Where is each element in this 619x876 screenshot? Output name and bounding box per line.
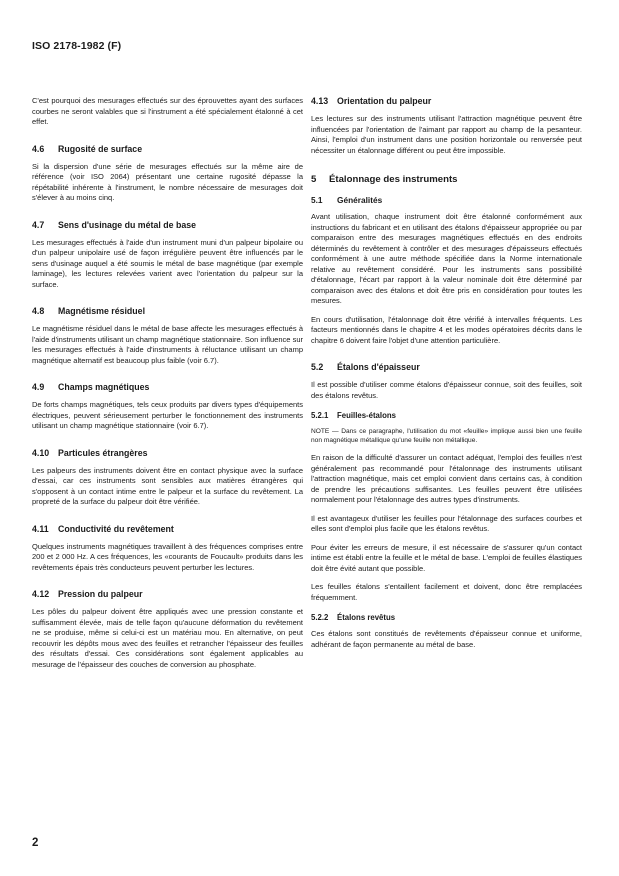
- section-heading-5-1: [311, 195, 582, 205]
- paragraph: Quelques instruments magnétiques travaillent à des fréquences comprises entre 200 et 2 000 Hz. A ces fréquences, les «courants de Foucault» produits dans les revêtements épais très conducteurs peuvent perturber les lectures.: [32, 541, 303, 572]
- section-heading-4-12: [32, 589, 303, 599]
- paragraph: Les palpeurs des instruments doivent être en contact physique avec la surface d'essai, car ces instruments sont sensibles aux matières étrangères qui s'opposent à un contact intime entre le palpeur et la surface du revêtement. La propreté de la surface du palpeur doit être vérifiée.: [32, 465, 303, 506]
- section-title: Étalons d'épaisseur: [337, 362, 420, 372]
- section-heading-4-9: [32, 382, 303, 392]
- section-heading-4-8: [32, 306, 303, 316]
- paragraph: Les lectures sur des instruments utilisant l'attraction magnétique peuvent être influencées par l'orientation de l'aimant par rapport au champ de la pesanteur. Ainsi, l'emploi d'un instrument dans une position horizontale ou renversée peut nécessiter un étalonnage différent ou peut être impossible.: [311, 114, 582, 155]
- paragraph: En raison de la difficulté d'assurer un contact adéquat, l'emploi des feuilles n'est généralement pas recommandé pour l'étalonnage des instruments utilisant l'attraction magnétique, mais cet emploi convient dans certains cas, à condition de prendre les précautions suffisantes. Les feuilles peuvent être utilisées normalement pour l'étalonnage des autres types d'instruments.: [311, 453, 582, 505]
- section-number: 5.2.2: [311, 613, 329, 623]
- section-title: Rugosité de surface: [58, 143, 143, 154]
- paragraph: Si la dispersion d'une série de mesurages effectués sur la même aire de référence (voir ISO 2064) présentant une certaine rugosité dépasse la répétabilité inhérente à l'instrument, le nombre nécessaire de mesurages doit s'élever à au moins cinq.: [32, 161, 303, 202]
- chapter-number: 5: [311, 174, 317, 185]
- right-column: [311, 96, 582, 658]
- section-number: 4.7: [32, 219, 45, 230]
- paragraph: Il est avantageux d'utiliser les feuilles pour l'étalonnage des surfaces courbes et elles sont d'emploi plus facile que les étalons revêtus.: [311, 513, 582, 534]
- section-number: 5.2: [311, 362, 324, 372]
- subsection-heading-5-2-1: [311, 411, 582, 420]
- paragraph: Les pôles du palpeur doivent être appliqués avec une pression constante et suffisamment élevée, mais de telle façon qu'aucune déformation du revêtement ne se produise, même si celui-ci est un matériau mou. En alternative, on peut recouvrir les dépôts mous avec des feuilles et retrancher l'épaisseur des feuilles des résultats d'essai. Ces considérations sont également applicables au mesurage de l'épaisseur des couches de conversion au phosphate.: [32, 607, 303, 669]
- paragraph: De forts champs magnétiques, tels ceux produits par divers types d'équipements électriques, peuvent sérieusement perturber le fonctionnement des instruments utilisant un champ magnétique stationnaire (voir 6.7).: [32, 400, 303, 430]
- page-number: 2: [32, 837, 39, 849]
- section-title: Pression du palpeur: [58, 589, 143, 599]
- paragraph: Les mesurages effectués à l'aide d'un instrument muni d'un palpeur bipolaire ou d'un palpeur unipolaire usé de façon irrégulière peuvent être influencés par le sens d'usinage auquel a été soumis le métal de base magnétique (par exemple laminage), les lectures relevées varient avec l'orientation du palpeur sur la surface.: [32, 237, 303, 289]
- section-number: 4.10: [32, 447, 50, 458]
- section-number: 4.9: [32, 382, 45, 392]
- chapter-title: Étalonnage des instruments: [329, 174, 458, 185]
- section-title: Magnétisme résiduel: [58, 306, 146, 316]
- section-title: Généralités: [337, 195, 383, 205]
- chapter-heading-5: [311, 174, 582, 185]
- paragraph: Le magnétisme résiduel dans le métal de base affecte les mesurages effectués à l'aide d'instruments utilisant un champ magnétique stationnaire. Son influence sur les mesurages effectués à l'aide d'instruments à réluctance utilisant un champ magnétique alternatif est beaucoup plus faible (voir 6.7).: [32, 324, 303, 365]
- section-title: Particules étrangères: [58, 447, 148, 458]
- section-number: 5.1: [311, 195, 323, 205]
- section-title: Étalons revêtus: [337, 613, 396, 623]
- section-number: 4.12: [32, 589, 50, 599]
- section-number: 4.6: [32, 143, 45, 154]
- section-number: 4.11: [32, 523, 49, 534]
- section-heading-5-2: [311, 362, 582, 372]
- section-title: Conductivité du revêtement: [58, 523, 174, 534]
- section-title: Orientation du palpeur: [337, 96, 432, 106]
- section-number: 4.13: [311, 96, 329, 106]
- left-column: [32, 96, 303, 678]
- paragraph: Ces étalons sont constitués de revêtements d'épaisseur connue et uniforme, adhérant de façon permanente au métal de base.: [311, 629, 582, 649]
- note: NOTE — Dans ce paragraphe, l'utilisation du mot «feuille» implique aussi bien une feuille non magnétique métallique qu'une feuille non métallique.: [311, 428, 582, 445]
- paragraph: Il est possible d'utiliser comme étalons d'épaisseur connue, soit des feuilles, soit des étalons revêtus.: [311, 380, 582, 400]
- section-number: 4.8: [32, 306, 45, 316]
- section-heading-4-6: [32, 144, 303, 154]
- section-heading-4-13: [311, 96, 582, 106]
- section-heading-4-11: [32, 524, 303, 534]
- subsection-heading-5-2-2: [311, 613, 582, 622]
- paragraph: Avant utilisation, chaque instrument doit être étalonné conformément aux instructions du fabricant et en utilisant des étalons d'épaisseur appropriée ou par comparaison entre des mesurages magnétiques effectués en des endroits déterminés du revêtement à contrôler et des mesurages d'épaisseurs effectués conformément à une autre méthode spécifiée dans la Norme internationale relative au revêtement considéré. Pour les instruments sans possibilité d'étalonnage, l'écart par rapport à la valeur nominale doit être déterminé par comparaison avec des étalons et doit être pris en considération pour toutes les mesures.: [311, 212, 582, 305]
- paragraph: Les feuilles étalons s'entaillent facilement et doivent, donc être remplacées fréquemment.: [311, 582, 582, 602]
- section-title: Sens d'usinage du métal de base: [58, 219, 196, 230]
- section-heading-4-7: [32, 220, 303, 230]
- paragraph: Pour éviter les erreurs de mesure, il est nécessaire de s'assurer qu'un contact intime est établi entre la feuille et le métal de base. L'emploi de feuilles élastiques doit être évité autant que possible.: [311, 542, 582, 573]
- document-header: ISO 2178-1982 (F): [32, 40, 122, 52]
- section-heading-4-10: [32, 448, 303, 458]
- paragraph: C'est pourquoi des mesurages effectués sur des éprouvettes ayant des surfaces courbes ne seront valables que si l'instrument a été spécialement étalonné à cet effet.: [32, 96, 303, 126]
- section-title: Feuilles-étalons: [337, 411, 396, 420]
- section-number: 5.2.1: [311, 411, 329, 420]
- section-title: Champs magnétiques: [58, 382, 150, 392]
- paragraph: En cours d'utilisation, l'étalonnage doit être vérifié à intervalles fréquents. Les facteurs mentionnés dans le chapitre 4 et les modes opératoires décrits dans le chapitre 6 doivent faire l'objet d'une attention particulière.: [311, 314, 582, 345]
